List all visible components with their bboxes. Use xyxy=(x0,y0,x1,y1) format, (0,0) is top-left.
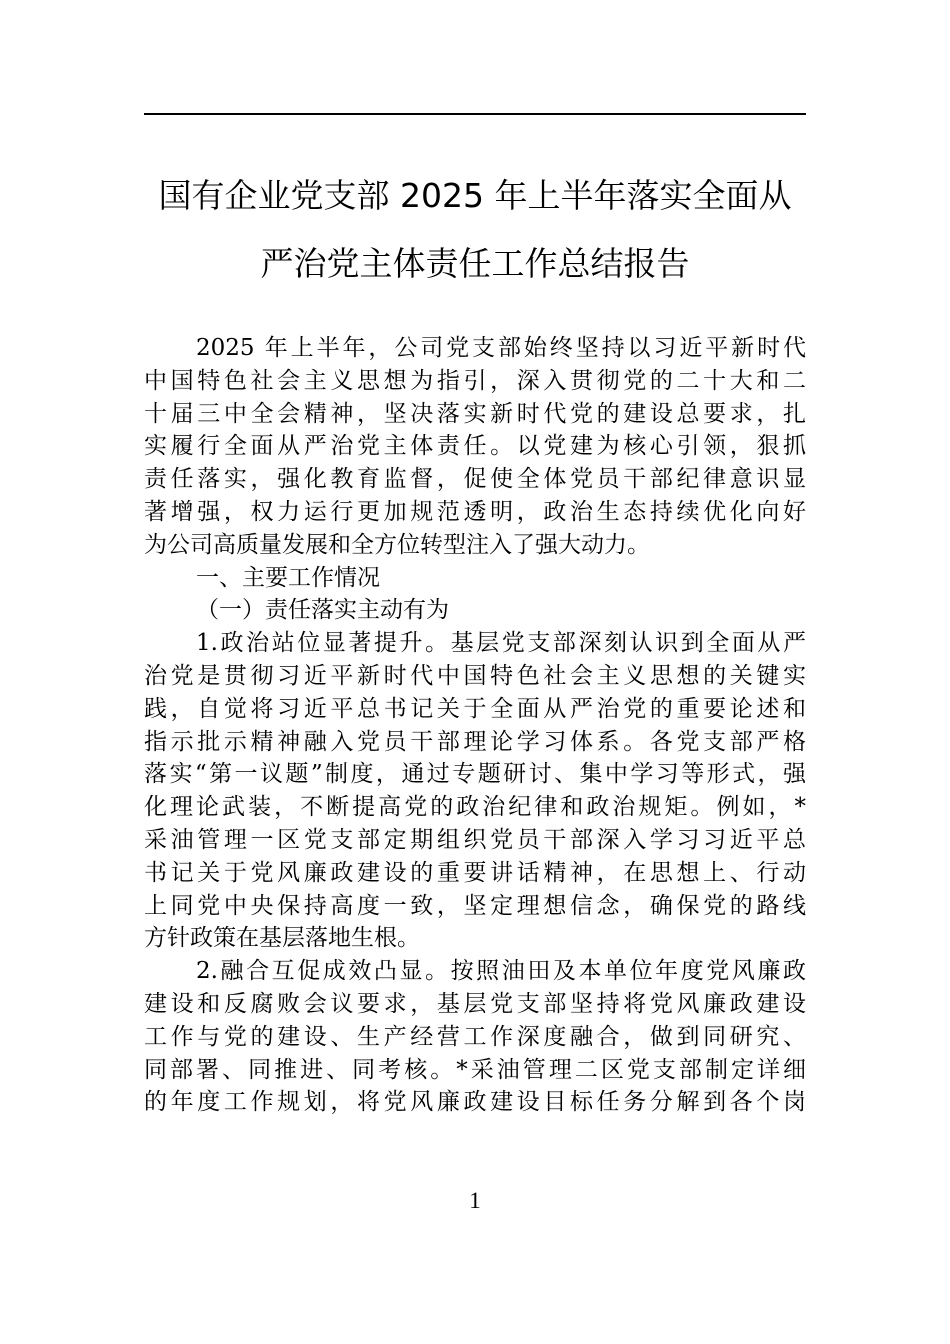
body-line: 方针政策在基层落地生根。 xyxy=(144,925,420,952)
document-title xyxy=(144,162,806,298)
title-line: 国有企业党支部 2025 年上半年落实全面从 xyxy=(158,176,792,215)
body-line: 一、主要工作情况 xyxy=(196,564,380,591)
body-line: 治党是贯彻习近平新时代中国特色社会主义思想的关键实 xyxy=(144,662,806,689)
page-number: 1 xyxy=(469,1188,481,1213)
body-line: （一）责任落实主动有为 xyxy=(196,597,449,624)
body-line: 同部署、同推进、同考核。*采油管理二区党支部制定详细 xyxy=(144,1056,806,1083)
body-line: 上同党中央保持高度一致，坚定理想信念，确保党的路线 xyxy=(144,892,806,919)
body-line: 1.政治站位显著提升。基层党支部深刻认识到全面从严 xyxy=(196,630,806,657)
document-body xyxy=(144,332,806,1119)
body-line: 工作与党的建设、生产经营工作深度融合，做到同研究、 xyxy=(144,1023,806,1050)
body-line: 十届三中全会精神，坚决落实新时代党的建设总要求，扎 xyxy=(144,400,806,427)
body-line: 的年度工作规划，将党风廉政建设目标任务分解到各个岗 xyxy=(144,1089,806,1116)
body-line: 2.融合互促成效凸显。按照油田及本单位年度党风廉政 xyxy=(196,958,806,985)
body-line: 著增强，权力运行更加规范透明，政治生态持续优化向好 xyxy=(144,498,806,525)
body-line: 采油管理一区党支部定期组织党员干部深入学习习近平总 xyxy=(144,826,806,853)
body-line: 中国特色社会主义思想为指引，深入贯彻党的二十大和二 xyxy=(144,367,806,394)
body-line: 书记关于党风廉政建设的重要讲话精神，在思想上、行动 xyxy=(144,859,806,886)
body-line: 化理论武装，不断提高党的政治纪律和政治规矩。例如，* xyxy=(144,794,806,821)
body-line: 落实“第一议题”制度，通过专题研讨、集中学习等形式，强 xyxy=(144,761,806,788)
body-line: 为公司高质量发展和全方位转型注入了强大动力。 xyxy=(144,531,650,558)
body-line: 践，自觉将习近平总书记关于全面从严治党的重要论述和 xyxy=(144,695,806,722)
body-line: 指示批示精神融入党员干部理论学习体系。各党支部严格 xyxy=(144,728,806,755)
body-line: 实履行全面从严治党主体责任。以党建为核心引领，狠抓 xyxy=(144,433,806,460)
title-line: 严治党主体责任工作总结报告 xyxy=(260,244,690,283)
header-rule xyxy=(144,113,806,115)
body-line: 建设和反腐败会议要求，基层党支部坚持将党风廉政建设 xyxy=(144,990,806,1017)
body-line: 2025 年上半年，公司党支部始终坚持以习近平新时代 xyxy=(196,335,806,361)
body-line: 责任落实，强化教育监督，促使全体党员干部纪律意识显 xyxy=(144,466,806,493)
